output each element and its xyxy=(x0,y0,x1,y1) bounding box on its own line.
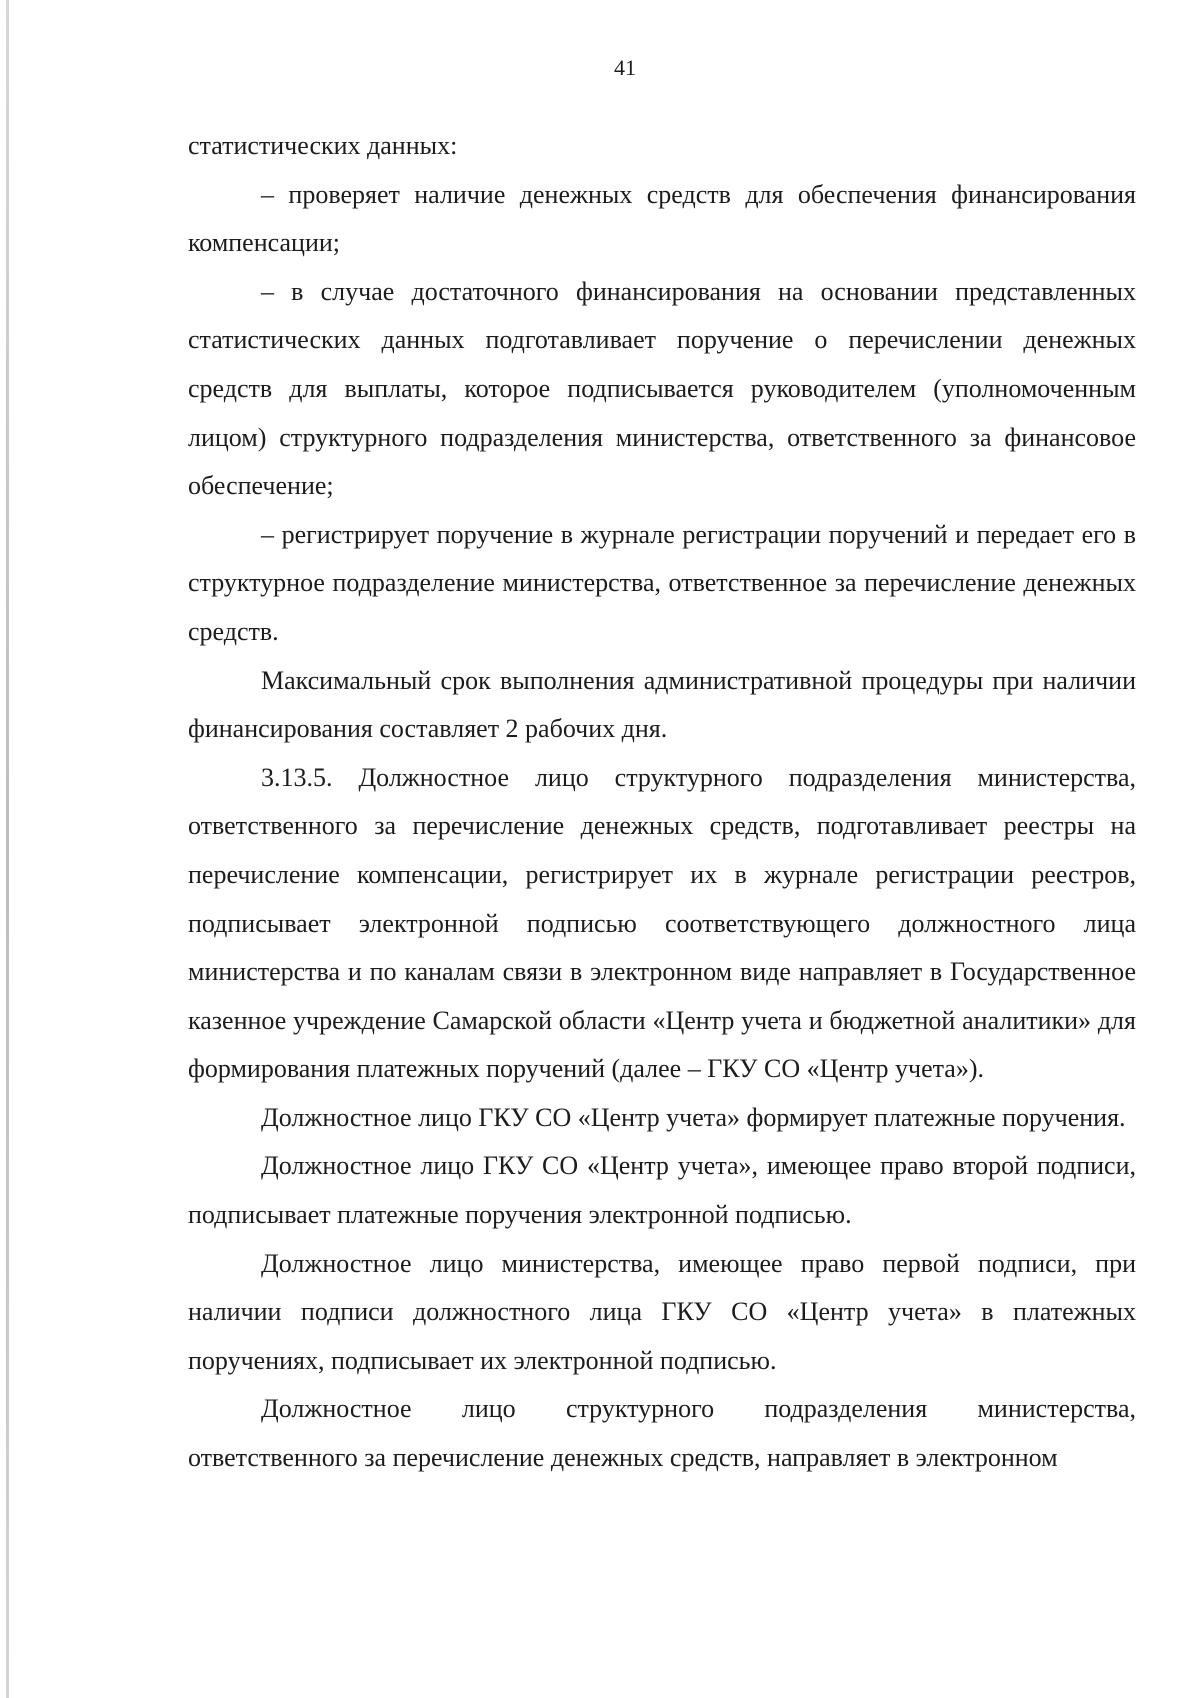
paragraph-8: Должностное лицо ГКУ СО «Центр учета», имеющее право второй подписи, подписывает платежные поручения электронной подписью. xyxy=(188,1151,1136,1230)
paragraph-2: – проверяет наличие денежных средств для обеспечения финансирования компенсации; xyxy=(188,179,1136,258)
page-number: 41 xyxy=(614,55,636,80)
paragraph-9: Должностное лицо министерства, имеющее право первой подписи, при наличии подписи должностного лица ГКУ СО «Центр учета» в платежных поручениях, подписывает их электронной подписью. xyxy=(188,1248,1136,1375)
paragraph-5: Максимальный срок выполнения административной процедуры при наличии финансирования составляет 2 рабочих дня. xyxy=(188,665,1136,744)
scan-edge xyxy=(6,0,9,1698)
paragraph-6: 3.13.5. Должностное лицо структурного подразделения министерства, ответственного за перечисление денежных средств, подготавливает реестры на перечисление компенсации, регистрирует их в журнале регистрации реестров, подписывает электронной подписью соответствующего должностного лица министерства и по каналам связи в электронном виде направляет в Государственное казенное учреждение Самарской области «Центр учета и бюджетной аналитики» для формирования платежных поручений (далее – ГКУ СО «Центр учета»). xyxy=(188,762,1136,1084)
paragraph-3: – в случае достаточного финансирования на основании представленных статистических данных подготавливает поручение о перечислении денежных средств для выплаты, которое подписывается руководителем (уполномоченным лицом) структурного подразделения министерства, ответственного за финансовое обеспечение; xyxy=(188,276,1136,501)
paragraph-4: – регистрирует поручение в журнале регистрации поручений и передает его в структурное подразделение министерства, ответственное за перечисление денежных средств. xyxy=(188,519,1136,646)
document-body xyxy=(188,122,1136,1483)
paragraph-1: статистических данных: xyxy=(188,131,458,160)
paragraph-10: Должностное лицо структурного подразделения министерства, ответственного за перечисление денежных средств, направляет в электронном xyxy=(188,1394,1136,1473)
paragraph-7: Должностное лицо ГКУ СО «Центр учета» формирует платежные поручения. xyxy=(261,1102,1126,1132)
